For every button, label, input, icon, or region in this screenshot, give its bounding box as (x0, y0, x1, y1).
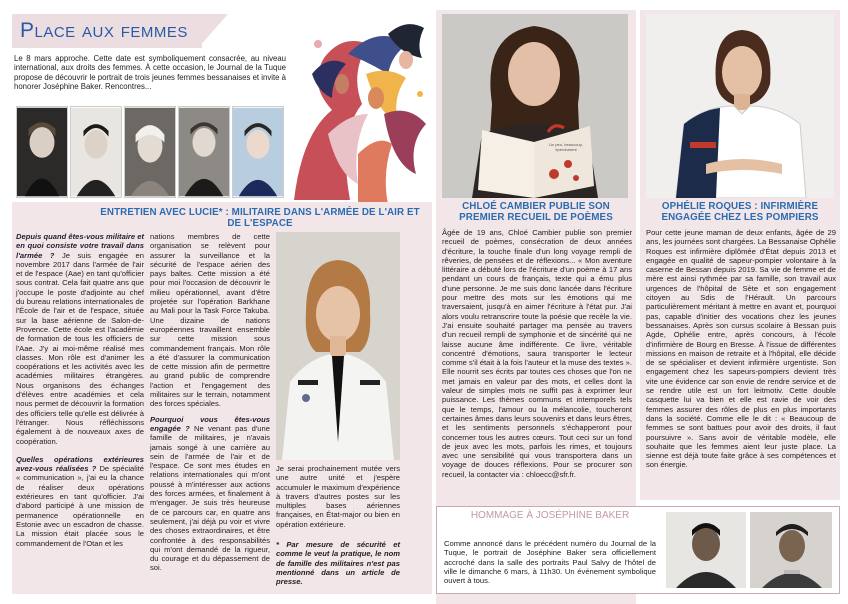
chloe-photo (442, 14, 628, 198)
ophelie-photo (646, 14, 834, 198)
lucie-question-2: Quelles opérations extérieures avez-vous réalisées ? (16, 454, 144, 474)
baker-photo-1 (666, 512, 746, 588)
lucie-question-3: Pourquoi vous êtes-vous engagée ? (150, 414, 270, 433)
lucie-title: ENTRETIEN AVEC LUCIE* : MILITAIRE DANS L'ARMÉE DE L'AIR ET DE L'ESPACE (100, 207, 420, 229)
lucie-question-1: Depuis quand êtes-vous militaire et en quoi consiste votre travail dans l'armée ? (16, 232, 144, 260)
lucie-answer-3: Ne venant pas d'une famille de militaires, je n'avais jamais songé à une carrière au sein de l'armée de l'air et de l'espace. Ce sont mes études en relations internationales qui m'ont poussé à m'intéresser aux actions des forces armées, et finalement à m'engager. Je suis très heureuse de ce parcours car, en quatre ans seulement, j'ai déjà pu voir et vivre des choses extraordinaires, et être confrontée à des responsabilités qui m'ont demandé de la rigueur, du courage et du dépassement de soi. (150, 423, 270, 573)
lucie-answer-1: Je suis engagée en novembre 2017 dans l'armée de l'air et de l'espace (Aae) en tant qu'officier sous contrat. Cela fait quatre ans que j'occupe le poste d'adjointe au chef du bureau relations internationales de l'École de l'air et de l'espace, située sur la base aérienne de Salon-de-Provence. Cette école est l'académie de formation de tous les officiers de l'Aae. J'y ai moi-même réalisé mes classes. Mon rôle est d'animer les coopérations et les activités avec les académies militaires étrangères. Nous organisons des échanges d'élèves entre académies et cela nous permet de découvrir la formation des officiers telle qu'elle est délivrée à l'étranger. Nous réfléchissons également à de nouveaux axes de coopération. (16, 250, 144, 446)
portrait-photo-3 (124, 106, 176, 198)
ophelie-title: OPHÉLIE ROQUES : INFIRMIÈRE ENGAGÉE CHEZ LES POMPIERS (661, 201, 819, 223)
lucie-col2 (150, 232, 270, 573)
ophelie-text: Pour cette jeune maman de deux enfants, âgée de 29 ans, les journées sont chargées. La Bessanaise Ophélie Roques est infirmière diplômée d'État depuis 2013 et engagée en qualité de sapeur-pompier volontaire à la caserne de Bessan depuis 2019. Sa vie de femme et de mère est ainsi rythmée par sa famille, son travail aux urgences de l'hôpital de Sète et son engagement citoyen au Sdis de l'Hérault. Un parcours particulièrement méritant à mettre en avant et, pourquoi pas, capable d'initier des vocations chez les jeunes bessanaises. Après son cursus scolaire à Bessan puis Agde, Ophélie entre, après concours, à l'école d'infirmière de Bourg en Bresse. À l'issue de différentes missions en maison de retraite et à l'hôpital, elle décide de se spécialiser et devient infirmière urgentiste. Son engagement chez les sapeurs-pompiers devient très vite une évidence car son envie de rendre service et de se rendre utile est un fort leitmotiv. Cette double casquette lui va bien et elle est ravie de voir des femmes assurer des rôles de plus en plus importants dans la société. Comme elle le dit : « Beaucoup de femmes se sont battues pour avoir des droits, il faut poursuivre ». Sans avoir de véritable modèle, elle souhaite que les femmes aient leur juste place. La sienne est déjà toute faite grâce à ses compétences et son énergie. (646, 228, 836, 470)
portrait-photo-5 (232, 106, 284, 198)
chloe-title: CHLOÉ CAMBIER PUBLIE SON PREMIER RECUEIL DE POÈMES (459, 201, 613, 223)
lucie-photo (276, 232, 400, 460)
intro-text: Le 8 mars approche. Cette date est symboliquement consacrée, au niveau international, aux droits des femmes. À cette occasion, le Journal de la Tuque propose de découvrir le portrait de trois jeunes femmes bessanaises et invite à honorer Joséphine Baker. Rencontres... (14, 54, 286, 92)
lucie-col1 (16, 232, 144, 548)
lucie-answer-2: De spécialité « communication », j'ai eu la chance de réaliser deux opérations extérieures en tant qu'officier. J'ai d'abord participé à une mission de permanence opérationnelle en Estonie avec un escadron de chasse. La mission était placée sous le commandement de l'Otan et les (16, 464, 144, 548)
lucie-col2-text: nations membres de cette organisation se relèvent pour assurer la surveillance et la sécurité de l'espace aérien des pays baltes. Cette mission a été pour moi l'occasion de découvrir le milieu opérationnel, avant d'être projetée sur l'opération Barkhane au Mali pour la Task Force Takuba. Une dizaine de nations européennes travaillent ensemble sur cette mission sous commandement français. Mon rôle a été d'assurer la communication de cette mission afin de permettre au grand public de comprendre l'action et l'engagement des militaires sur le terrain, notamment des forces spéciales. (150, 232, 270, 409)
lucie-col3-text: Je serai prochainement mutée vers une autre unité et j'espère accumuler le maximum d'expérience à travers d'autres postes sur les multiples bases aériennes françaises, en État-major ou bien en opération extérieure. (276, 464, 400, 529)
portrait-photo-4 (178, 106, 230, 198)
portrait-photo-1 (16, 106, 68, 198)
book-title: Un peu, beaucoup, éperdument (549, 142, 583, 152)
page-title: Place aux femmes (20, 19, 188, 42)
chloe-text: Âgée de 19 ans, Chloé Cambier publie son premier recueil de poèmes, consécration de deux années d'écriture, la touche finale d'un long voyage rempli de rêveries, de pensées et de réflexions... « Mon aventure littéraire a débuté lors de l'écriture d'un poème à 17 ans pendant un cours de français, texte qui a ému plus d'une personne. Je me suis donc lancée dans l'écriture pour mettre des mots sur les émotions qui me traversaient, jusqu'à en aimer l'écriture à l'état pur. J'ai alors voulu retranscrire toute la poésie que recèle la vie. J'ai ensuite souhaité partager ma pensée au travers d'un recueil rempli de symphonie et de sincérité qui ne laisse aucune âme indifférente. Ce livre, véritable concentré d'émotions, saura transporter le lecteur comme s'il était à la fois l'auteur et la muse des textes ». Elle nourrit ses écrits par toutes ces choses que l'on ne met jamais en valeur par des mots, et celles dont la valeur de simples mots ne suffit pas à exprimer leur puissance. Les thèmes communs et intemporels tels que le temps, l'amour ou la mélancolie, toucheront certaines âmes dans leurs souvenirs et dans leurs êtres, et les sentiments personnels s'échapperont pour concerner tous les autres cœurs. Tout ceci sur un fond de jeux avec les mots, parfois les rimes, et toujours avec une sensibilité qui vous transportera dans un voyage de douces réflexions. Pour se procurer son recueil, la contacter via : chloecc@sfr.fr. (442, 228, 632, 479)
women-silhouettes-illustration (288, 14, 430, 206)
baker-text: Comme annoncé dans le précédent numéro du Journal de la Tuque, le portrait de Joséphine Baker sera officiellement accroché dans la salle des portraits Paul Salvy de l'hôtel de ville le dimanche 6 mars, à 11h30. Un événement symbolique ouvert à tous. (444, 539, 656, 586)
lucie-footnote: * Par mesure de sécurité et comme le veut la pratique, le nom de famille des militaires n'est pas mentionné dans un article de presse. (276, 540, 400, 587)
title-banner-slant (198, 14, 228, 48)
portrait-photo-2 (70, 106, 122, 198)
baker-title: HOMMAGE À JOSÉPHINE BAKER (470, 510, 630, 521)
title-banner (12, 14, 202, 48)
baker-photo-2 (750, 512, 832, 588)
